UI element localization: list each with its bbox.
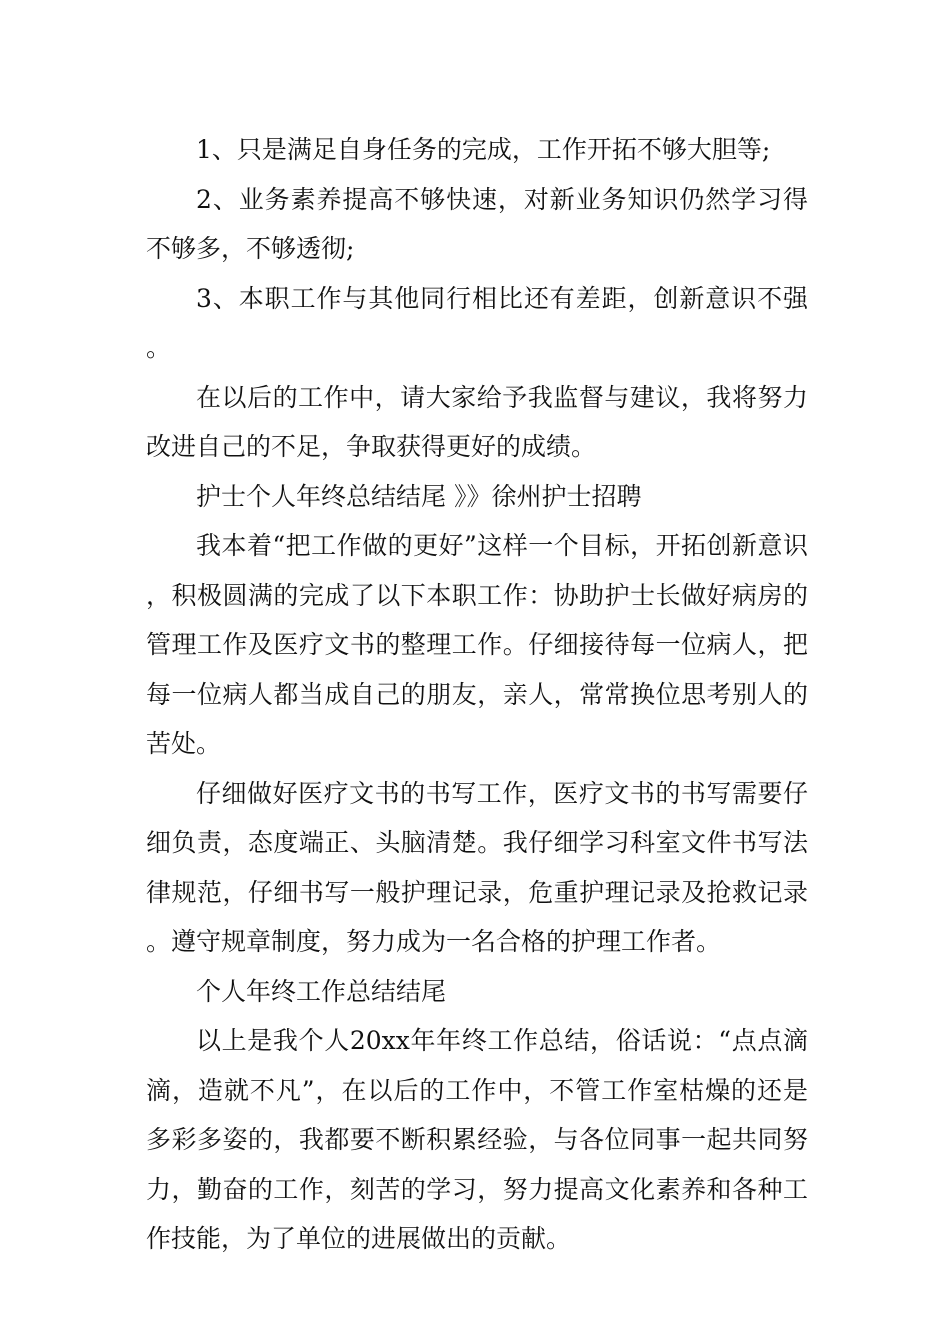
paragraph-medical-documents: 仔细做好医疗文书的书写工作，医疗文书的书写需要仔细负责，态度端正、头脑清楚。我仔细学习科室文件书写法律规范，仔细书写一般护理记录，危重护理记录及抢救记录。遵守规章制度，努力成为一名合格的护理工作者。: [146, 778, 808, 956]
section-heading-personal-summary: 个人年终工作总结结尾: [196, 976, 447, 1006]
paragraph-final-conclusion: 以上是我个人20xx年年终工作总结，俗话说：“点点滴滴，造就不凡”，在以后的工作中，不管工作室枯燥的还是多彩多姿的，我都要不断积累经验，与各位同事一起共同努力，勤奋的工作，刻苦的学习，努力提高文化素养和各种工作技能，为了单位的进展做出的贡献。: [146, 1026, 808, 1253]
paragraph-shortcoming-3: 3、本职工作与其他同行相比还有差距，创新意识不强。: [146, 283, 808, 362]
paragraph-nurse-work: 我本着“把工作做的更好”这样一个目标，开拓创新意识，积极圆满的完成了以下本职工作：协助护士长做好病房的管理工作及医疗文书的整理工作。仔细接待每一位病人，把每一位病人都当成自己的朋友，亲人，常常换位思考别人的苦处。: [146, 531, 808, 758]
paragraph-shortcoming-1: 1、只是满足自身任务的完成，工作开拓不够大胆等;: [196, 135, 771, 164]
paragraph-shortcoming-2: 2、业务素养提高不够快速，对新业务知识仍然学习得不够多，不够透彻;: [146, 184, 808, 263]
paragraph-closing-request: 在以后的工作中，请大家给予我监督与建议，我将努力改进自己的不足，争取获得更好的成绩。: [146, 382, 808, 461]
document-body: [146, 125, 808, 1264]
section-heading-nurse-summary: 护士个人年终总结结尾 》》徐州护士招聘: [196, 481, 642, 511]
